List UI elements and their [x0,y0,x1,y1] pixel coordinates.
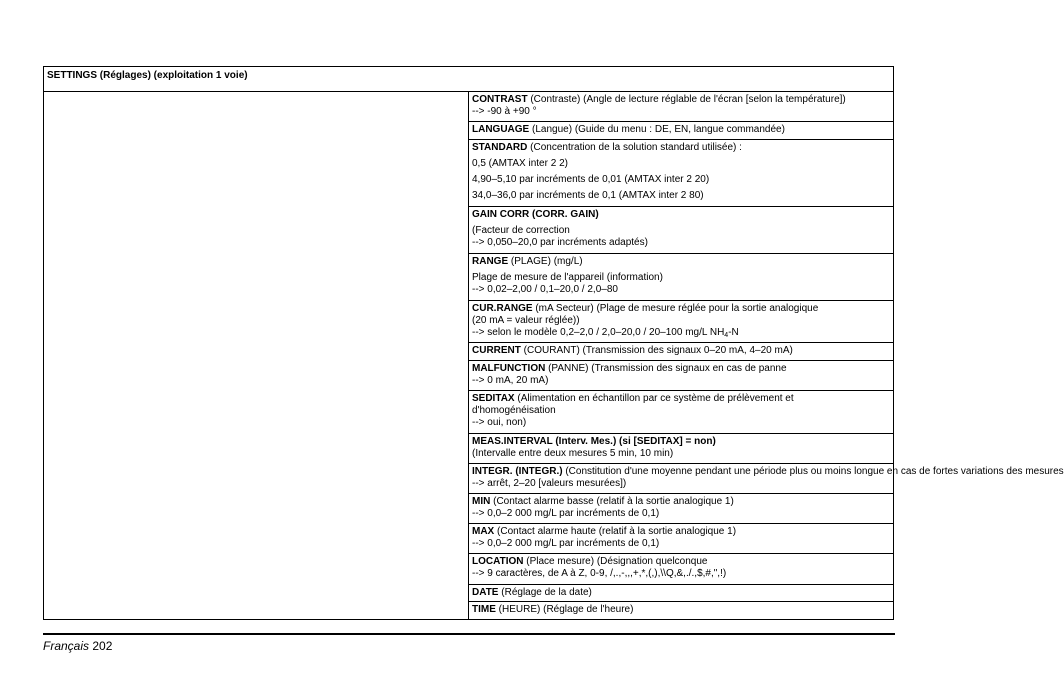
setting-key: LANGUAGE [472,124,530,136]
footer-divider [43,633,895,635]
setting-detail: --> 0,0–2 000 mg/L par incréments de 0,1) [472,508,660,520]
setting-cell-cur-range [469,300,894,343]
setting-detail: d'homogénéisation [472,405,556,417]
setting-description: (Alimentation en échantillon par ce système de prélèvement et [514,393,794,405]
setting-description: (PLAGE) (mg/L) [508,256,583,268]
setting-key: CONTRAST [472,94,528,105]
setting-description: (PANNE) (Transmission des signaux en cas de panne [545,363,787,375]
setting-description: (Réglage de la date) [498,586,592,598]
setting-detail: --> selon le modèle 0,2–2,0 / 2,0–20,0 / 20–100 mg/L NH [472,326,725,338]
setting-cell-location [469,554,894,584]
setting-detail-suffix: -N [728,326,739,338]
subscript-four: 4 [724,331,729,339]
setting-detail: --> arrêt, 2–20 [valeurs mesurées]) [472,478,627,490]
setting-description: (Contraste) (Angle de lecture réglable de l'écran [selon la température]) [527,94,846,105]
setting-key: LOCATION [472,556,524,568]
setting-key: STANDARD [472,141,528,153]
setting-cell-max [469,524,894,554]
setting-cell-contrast [469,92,894,122]
setting-detail: --> 0,02–2,00 / 0,1–20,0 / 2,0–80 [472,284,618,296]
setting-key: RANGE [472,256,509,268]
setting-key: SEDITAX [472,393,515,405]
setting-detail: (20 mA = valeur réglée)) [472,314,580,326]
setting-description: (HEURE) (Réglage de l'heure) [495,604,634,616]
blank-column-cell [44,92,469,620]
setting-description: (mA Secteur) (Plage de mesure réglée pour la sortie analogique [532,302,819,314]
setting-detail: --> 0,050–20,0 par incréments adaptés) [472,237,648,249]
setting-detail: Plage de mesure de l'appareil (information) [472,272,663,284]
setting-cell-seditax [469,391,894,434]
setting-key: DATE [472,586,499,598]
setting-detail: 0,5 (AMTAX inter 2 2) [472,157,568,169]
setting-detail: --> 0 mA, 20 mA) [472,375,549,387]
setting-detail: --> 0,0–2 000 mg/L par incréments de 0,1) [472,538,660,550]
setting-cell-current [469,343,894,361]
setting-cell-malfunction [469,361,894,391]
setting-detail: (Facteur de correction [472,225,570,237]
setting-detail: (Intervalle entre deux mesures 5 min, 10 min) [472,447,674,459]
setting-detail: --> -90 à +90 ° [472,106,537,117]
setting-key: GAIN CORR (CORR. GAIN) [472,209,599,221]
setting-cell-integr [469,464,1064,494]
setting-detail: 4,90–5,10 par incréments de 0,01 (AMTAX inter 2 20) [472,173,710,185]
setting-key: INTEGR. (INTEGR.) [472,466,563,478]
setting-cell-gain-corr [469,207,894,254]
setting-description: (COURANT) (Transmission des signaux 0–20 mA, 4–20 mA) [520,345,793,357]
setting-description: (Langue) (Guide du menu : DE, EN, langue commandée) [529,124,785,136]
setting-description: (Contact alarme basse (relatif à la sortie analogique 1) [490,496,734,508]
page-number: 202 [92,639,113,653]
setting-key: MEAS.INTERVAL (Interv. Mes.) (si [SEDITAX] = non) [472,435,716,447]
footer-language: Français [43,639,90,653]
setting-cell-meas-interval [469,433,894,463]
setting-key: MIN [472,496,491,508]
setting-cell-date [469,584,894,602]
table-row [44,92,894,122]
setting-detail: 34,0–36,0 par incréments de 0,1 (AMTAX inter 2 80) [472,189,704,201]
setting-description: (Place mesure) (Désignation quelconque [523,556,708,568]
setting-key: CUR.RANGE [472,302,533,314]
setting-cell-range [469,254,894,301]
setting-key: TIME [472,604,496,616]
setting-cell-language [469,122,894,140]
setting-description: (Concentration de la solution standard utilisée) : [527,141,742,153]
setting-detail: --> oui, non) [472,417,527,429]
setting-cell-standard [469,139,894,207]
setting-key: MALFUNCTION [472,363,546,375]
setting-key: CURRENT [472,345,521,357]
setting-description: (Contact alarme haute (relatif à la sortie analogique 1) [494,526,737,538]
table-header-row [44,67,894,92]
page-footer [43,639,112,653]
setting-description: (Constitution d'une moyenne pendant une période plus ou moins longue en cas de fortes variations des mesures [562,466,1064,478]
setting-cell-time [469,602,894,620]
table-title: SETTINGS (Réglages) (exploitation 1 voie) [44,67,894,92]
setting-cell-min [469,494,894,524]
setting-key: MAX [472,526,495,538]
setting-detail: --> 9 caractères, de A à Z, 0-9, /,.,-,,,+,*,(,),\\Q,&,./.,$,#,",!) [472,568,727,580]
settings-table [43,66,1064,620]
